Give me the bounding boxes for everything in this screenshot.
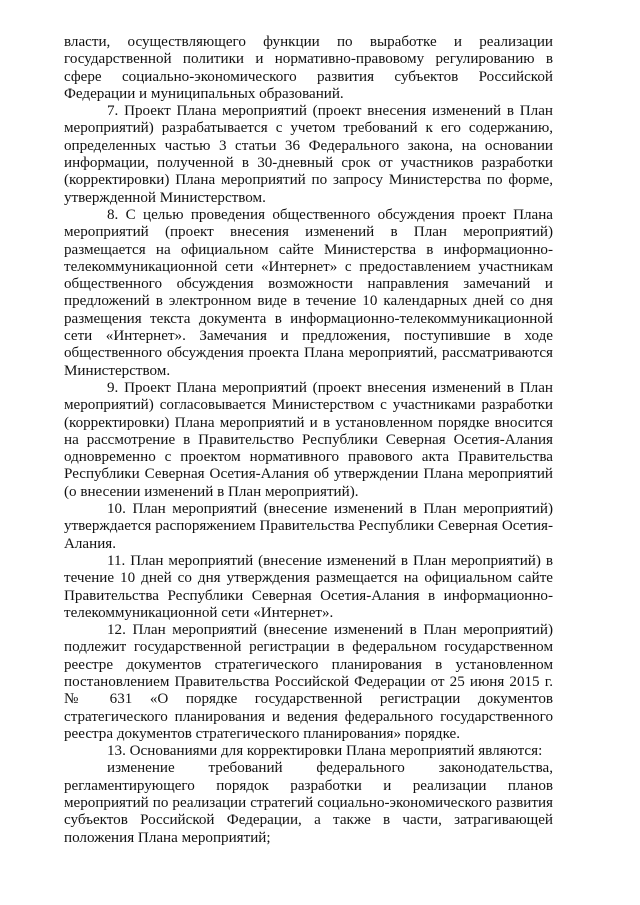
paragraph-9: 9. Проект Плана мероприятий (проект внесения изменений в План мероприятий) согласовывается Министерством с участниками разработки (корректировки) Плана мероприятий и в установленном порядке вносится на рассмотрение в Правительство Республики Северная Осетия-Алания одновременно с проектом нормативного правового акта Правительства Республики Северная Осетия-Алания об утверждении Плана мероприятий (о внесении изменений в План мероприятий). <box>64 379 553 500</box>
paragraph-10: 10. План мероприятий (внесение изменений в План мероприятий) утверждается распоряжением Правительства Республики Северная Осетия-Алания. <box>64 501 553 552</box>
paragraph-continuation: власти, осуществляющего функции по выработке и реализации государственной политики и нормативно-правовому регулированию в сфере социально-экономического развития субъектов Российской Федерации и муниципальных образований. <box>64 34 553 102</box>
paragraph-11: 11. План мероприятий (внесение изменений в План мероприятий) в течение 10 дней со дня утверждения размещается на официальном сайте Правительства Республики Северная Осетия-Алания в информационно-телекоммуникационной сети «Интернет». <box>64 552 553 621</box>
document-page <box>64 34 553 847</box>
paragraph-8: 8. С целью проведения общественного обсуждения проект Плана мероприятий (проект внесения изменений в План мероприятий) размещается на официальном сайте Министерства в информационно-телекоммуникационной сети «Интернет» с предоставлением участникам общественного обсуждения возможности направления замечаний и предложений в электронном виде в течение 10 календарных дней со дня размещения текста документа в информационно-телекоммуникационной сети «Интернет». Замечания и предложения, поступившие в ходе общественного обсуждения проекта Плана мероприятий, рассматриваются Министерством. <box>64 206 553 379</box>
paragraph-12: 12. План мероприятий (внесение изменений в План мероприятий) подлежит государственной регистрации в федеральном государственном реестре документов стратегического планирования в установленном постановлением Правительства Российской Федерации от 25 июня 2015 г. № 631 «О порядке государственной регистрации документов стратегического планирования и ведения федерального государственного реестра документов стратегического планирования» порядке. <box>64 622 553 742</box>
paragraph-13: 13. Основаниями для корректировки Плана мероприятий являются: <box>107 743 543 760</box>
paragraph-13-item-1: изменение требований федерального законодательства, регламентирующего порядок разработки и реализации планов мероприятий по реализации стратегий социально-экономического развития субъектов Российской Федерации, а также в части, затрагивающей положения Плана мероприятий; <box>64 760 553 846</box>
paragraph-7: 7. Проект Плана мероприятий (проект внесения изменений в План мероприятий) разрабатывается с учетом требований к его содержанию, определенных частью 3 статьи 36 Федерального закона, на основании информации, полученной в 30-дневный срок от участников разработки (корректировки) Плана мероприятий по запросу Министерства по форме, утвержденной Министерством. <box>64 103 553 206</box>
